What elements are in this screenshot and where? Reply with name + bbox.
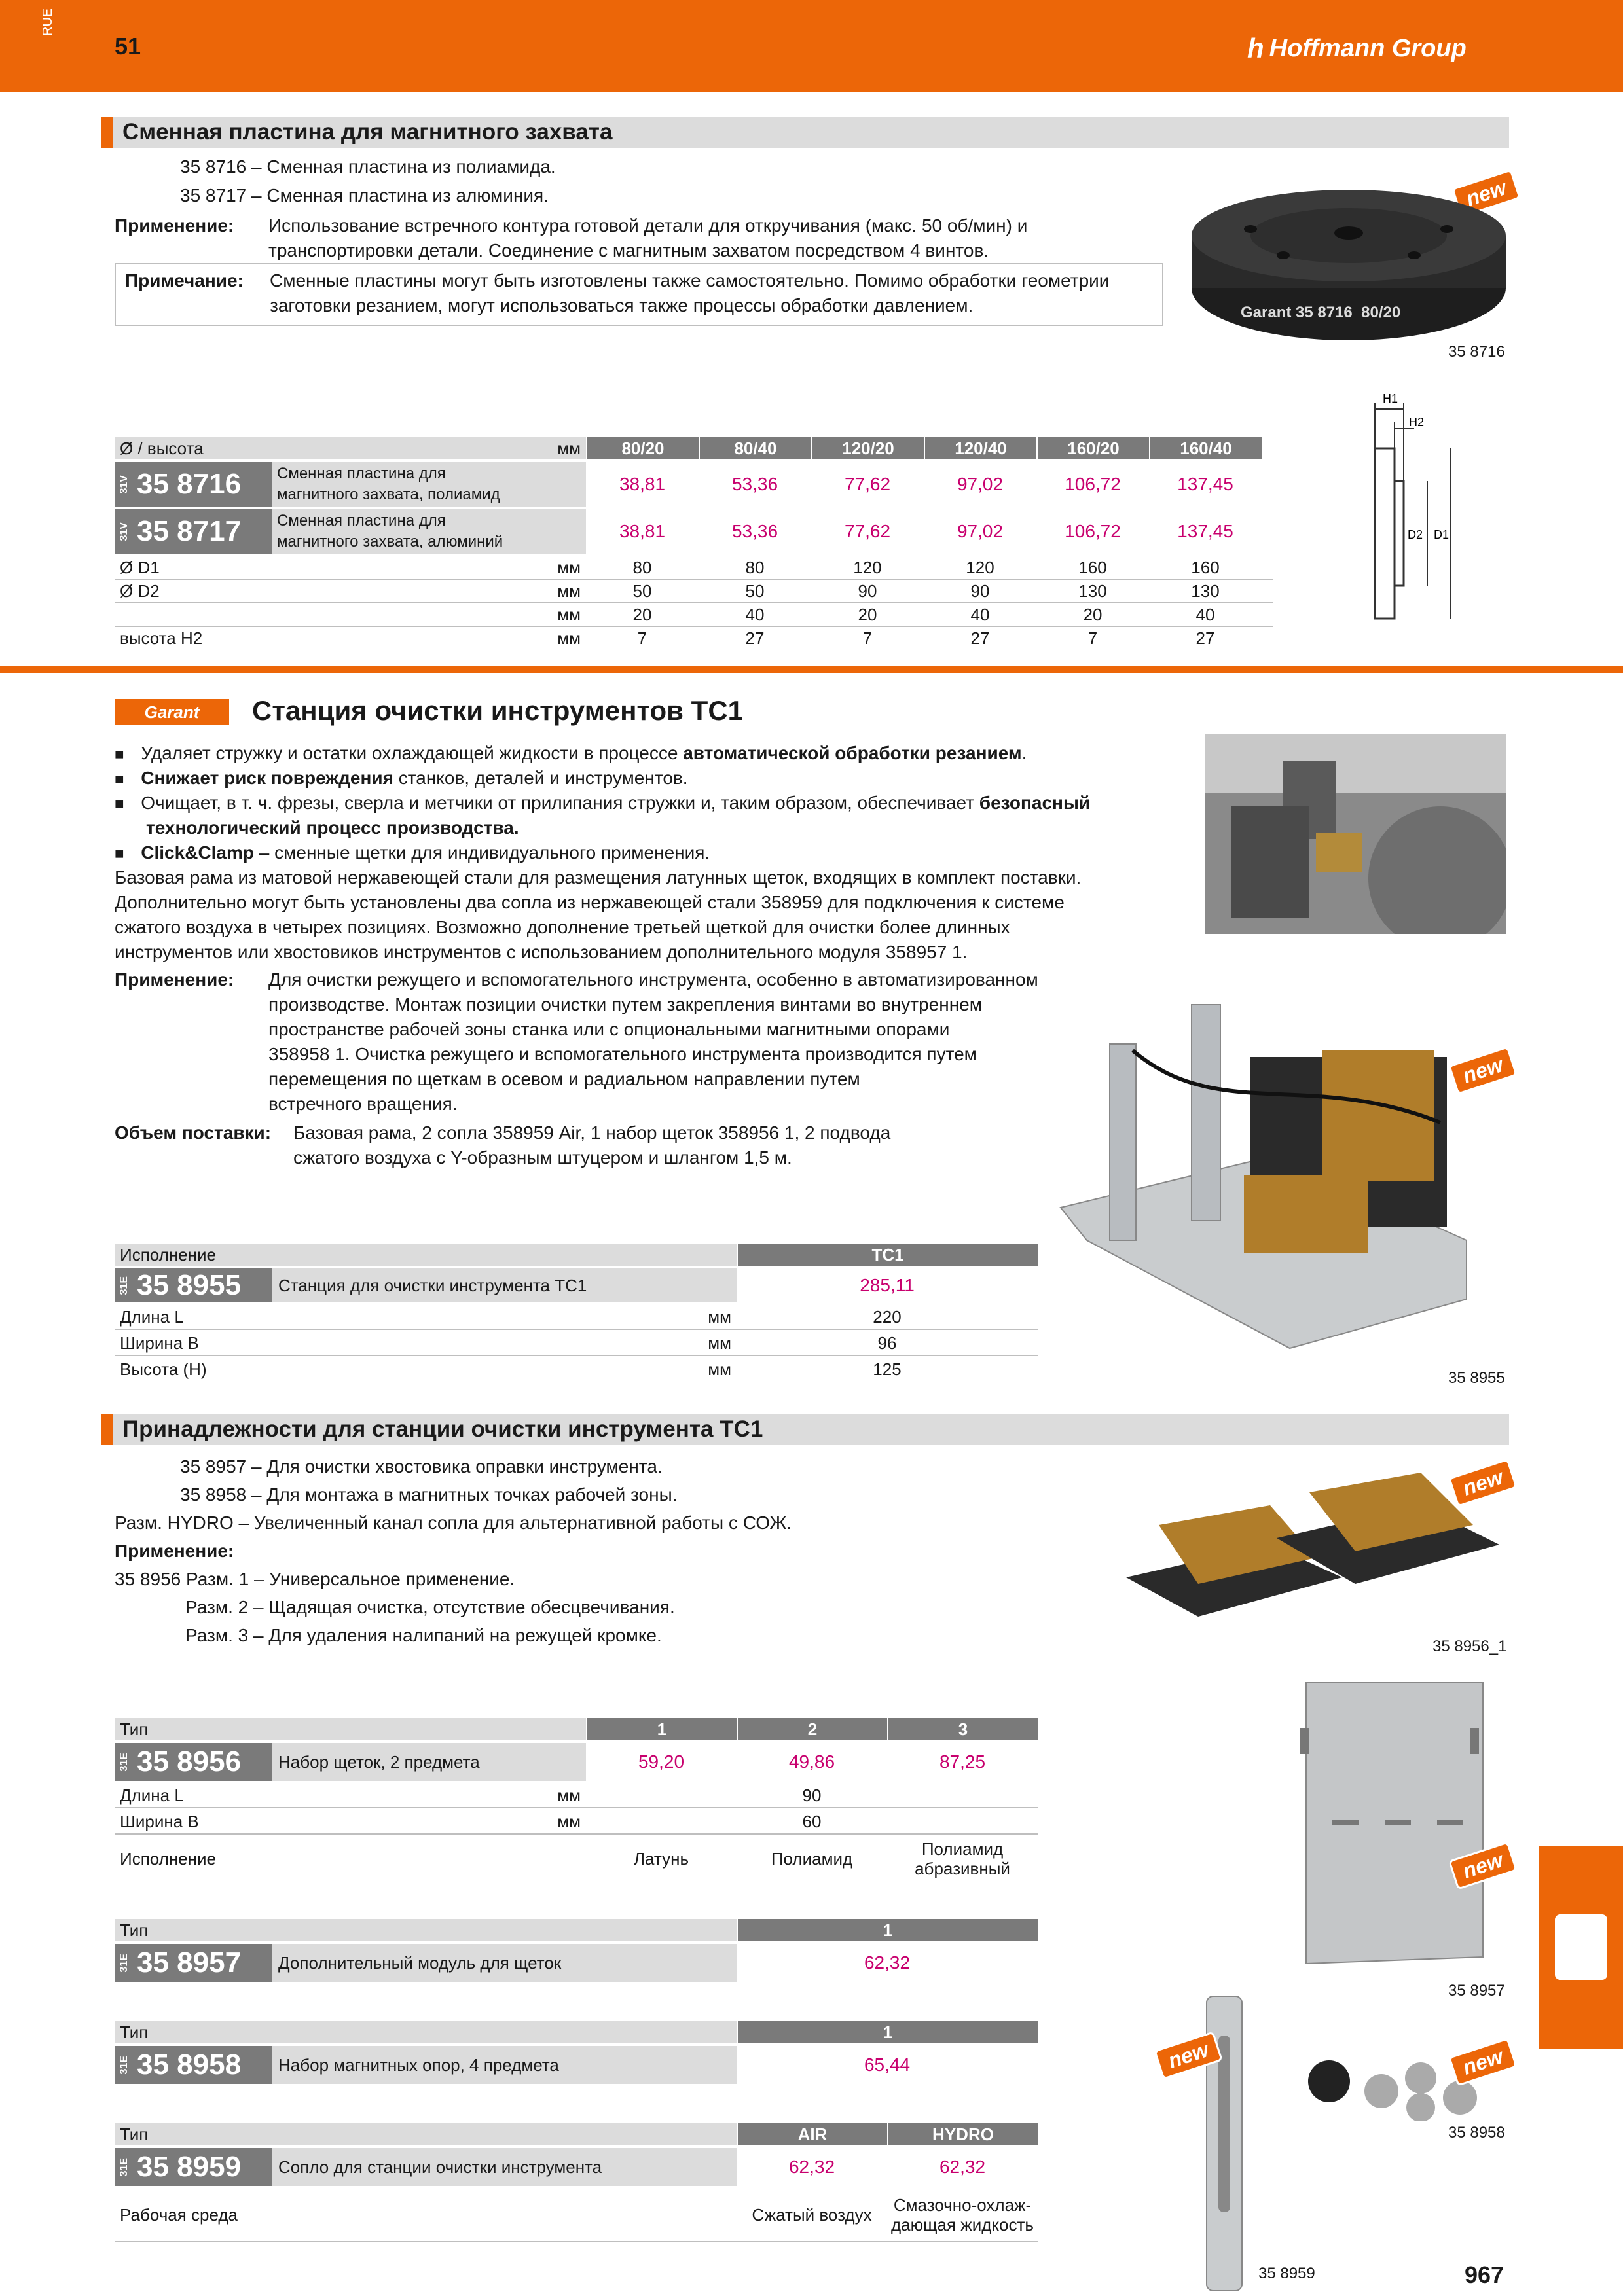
spec-value: 50 — [632, 581, 652, 601]
spec-value: 27 — [970, 628, 990, 648]
spec-label: Ø D2 — [120, 581, 160, 601]
header-label: Ø / высота — [120, 438, 204, 458]
spec-value: 80 — [745, 557, 765, 577]
new-badge: new — [1156, 2034, 1220, 2077]
cleaning-station-photo — [1048, 992, 1480, 1358]
spec-value: 160 — [1191, 557, 1220, 577]
dimension-drawing — [1329, 389, 1499, 632]
price: 106,72 — [1065, 521, 1121, 541]
photo-caption: 35 8959 — [1258, 2265, 1315, 2282]
product-description: Сменная пластина для магнитного захвата, алюминий — [272, 509, 586, 554]
section-heading — [101, 117, 1509, 148]
application-text-2: транспортировки детали. Соединение с магнитным захватом посредством 4 винтов. — [268, 240, 989, 260]
spec-value: 120 — [853, 557, 882, 577]
note-text-1: Сменные пластины могут быть изготовлены также самостоятельно. Помимо обработки геометрии — [270, 270, 1110, 291]
application-label: Применение: — [115, 1541, 234, 1561]
note-box — [115, 263, 1163, 326]
item-line: Разм. HYDRO – Увеличенный канал сопла для альтернативной работы с СОЖ. — [115, 1513, 792, 1533]
product-row[interactable]: 31E 35 8958 Набор магнитных опор, 4 предмета 65,44 — [115, 2046, 1038, 2084]
brush-module-photo — [1286, 1682, 1509, 1973]
product-description: Станция для очистки инструмента TC1 — [272, 1268, 737, 1302]
product-row[interactable]: 31E 35 8957 Дополнительный модуль для щеток 62,32 — [115, 1944, 1038, 1982]
logo-mark: h — [1247, 33, 1263, 63]
item-line: 35 8957 – Для очистки хвостовика оправки инструмента. — [180, 1456, 663, 1477]
col-header: 120/20 — [812, 437, 924, 459]
header-label: Исполнение — [115, 1244, 737, 1266]
spec-value: 7 — [862, 628, 873, 648]
spec-row: Длина L мм 90 — [115, 1784, 1038, 1808]
article-code: 35 8716 — [137, 468, 242, 500]
price: 137,45 — [1177, 474, 1233, 494]
article-number[interactable]: 31E 35 8955 — [115, 1268, 272, 1302]
section-title: Принадлежности для станции очистки инструмента TC1 — [122, 1416, 763, 1442]
item-line — [180, 183, 549, 208]
article-prefix: 31V — [119, 475, 130, 494]
spec-value: 130 — [1078, 581, 1107, 601]
note-text-2: заготовки резанием, могут использоваться также процессы обработки давлением. — [270, 295, 974, 315]
spec-value: 90 — [970, 581, 990, 601]
article-number[interactable]: 31E 35 8956 — [115, 1743, 272, 1781]
photo-caption: 35 8955 — [1448, 1369, 1505, 1387]
svg-text:D1: D1 — [1434, 528, 1450, 541]
price: 137,45 — [1177, 521, 1233, 541]
section-separator — [0, 666, 1623, 673]
product-description: Сменная пластина для магнитного захвата, полиамид — [272, 462, 586, 507]
new-badge: new — [1451, 1461, 1515, 1505]
brush-set-photo — [1120, 1466, 1512, 1662]
col-header: 80/20 — [587, 437, 699, 459]
hoffmann-logo[interactable] — [1247, 33, 1467, 64]
spec-unit: мм — [557, 557, 581, 577]
spec-value: 50 — [745, 581, 765, 601]
spec-value: 7 — [637, 628, 647, 648]
item-text: Сменная пластина из алюминия. — [266, 185, 549, 206]
bullet-item: ■ Удаляет стружку и остатки охлаждающей жидкости в процессе автоматической обработки резанием. — [115, 741, 1027, 767]
spec-unit: мм — [557, 604, 581, 624]
col-header: 120/40 — [925, 437, 1036, 459]
page-number-top: 51 — [115, 33, 141, 60]
product-row[interactable] — [115, 1268, 1038, 1302]
product-row[interactable]: 31E 35 8959 Сопло для станции очистки инструмента 62,32 62,32 — [115, 2148, 1038, 2186]
application-item: Разм. 2 – Щадящая очистка, отсутствие обесцвечивания. — [185, 1597, 675, 1617]
language-code: RUE — [41, 8, 55, 36]
spec-value: 160 — [1078, 557, 1107, 577]
spec-row: Рабочая среда Сжатый воздух Смазочно-охлаж- дающая жидкость — [115, 2189, 1038, 2242]
spec-row: Длина L мм 220 — [115, 1305, 1038, 1330]
price: 285,11 — [860, 1275, 915, 1295]
tool-holder-icon — [1555, 1914, 1607, 1980]
application-text: 358958 1. Очистка режущего и вспомогательного инструмента производится путем — [268, 1044, 977, 1064]
item-code: 35 8716 – — [180, 156, 262, 177]
photo-caption: 35 8716 — [1448, 343, 1505, 361]
delivery-text: сжатого воздуха с Y-образным штуцером и шлангом 1,5 м. — [293, 1147, 792, 1168]
spec-row: Исполнение Латунь Полиамид Полиамид абразивный — [120, 1839, 1010, 1878]
chapter-tab[interactable] — [1539, 1846, 1623, 2049]
spec-value: 120 — [966, 557, 994, 577]
paragraph-line: инструментов или хвостовиков инструментов с использованием дополнительного модуля 358957 1. — [115, 942, 968, 962]
spec-value: 40 — [970, 604, 990, 624]
application-text: пространстве рабочей зоны станка или с опциональными магнитными опорами — [268, 1019, 950, 1039]
spec-value: 90 — [858, 581, 877, 601]
application-label: Применение: — [115, 969, 234, 990]
paragraph-line: сжатого воздуха в четырех позициях. Возможно дополнение третьей щеткой для очистки более длинных — [115, 917, 1010, 937]
section-title: Станция очистки инструментов TC1 — [252, 695, 744, 726]
item-code: 35 8717 – — [180, 185, 262, 206]
spec-row — [115, 556, 1273, 580]
price: 38,81 — [619, 521, 666, 541]
section-heading — [101, 1414, 1509, 1445]
application-text: перемещения по щеткам в осевом и радиальном направлении путем — [268, 1069, 860, 1089]
col-header: 160/40 — [1150, 437, 1262, 459]
spec-unit: мм — [557, 628, 581, 648]
section-title: Сменная пластина для магнитного захвата — [122, 119, 613, 145]
header-unit: мм — [557, 438, 581, 458]
photo-caption: 35 8958 — [1448, 2124, 1505, 2142]
spec-row — [115, 603, 1273, 627]
note-label: Примечание: — [125, 270, 244, 291]
spec-value: 27 — [745, 628, 765, 648]
spec-row — [115, 580, 1273, 603]
bullet-item: ■ Снижает риск повреждения станков, деталей и инструментов. — [115, 766, 688, 792]
svg-text:H1: H1 — [1383, 392, 1398, 405]
article-number[interactable] — [115, 509, 272, 554]
photo-label: Garant 35 8716_80/20 — [1241, 304, 1401, 321]
article-prefix: 31V — [119, 522, 130, 541]
spec-value: 7 — [1087, 628, 1098, 648]
price: 97,02 — [957, 521, 1004, 541]
paragraph-line: Дополнительно могут быть установлены два сопла из нержавеющей стали 358959 для подключения к системе — [115, 892, 1065, 912]
delivery-label: Объем поставки: — [115, 1122, 272, 1143]
article-number[interactable]: 31E 35 8959 — [115, 2148, 272, 2186]
spec-row: Ширина B мм 60 — [115, 1810, 1038, 1835]
price: 77,62 — [844, 474, 891, 494]
spec-value: 27 — [1195, 628, 1215, 648]
item-text: Сменная пластина из полиамида. — [266, 156, 556, 177]
spec-value: 20 — [1083, 604, 1103, 624]
table-header-row — [115, 437, 1273, 459]
col-header: TC1 — [738, 1244, 1038, 1266]
bullet-continuation: технологический процесс производства. — [146, 817, 519, 838]
machine-photo — [1205, 734, 1506, 934]
new-badge: new — [1454, 171, 1518, 215]
article-number[interactable]: 31E 35 8958 — [115, 2046, 272, 2084]
new-badge: new — [1451, 2040, 1515, 2084]
price: 97,02 — [957, 474, 1004, 494]
item-line: 35 8958 – Для монтажа в магнитных точках рабочей зоны. — [180, 1484, 678, 1505]
product-row[interactable]: 31E 35 8956 Набор щеток, 2 предмета 59,20 49,86 87,25 — [115, 1743, 1038, 1781]
spec-row — [115, 627, 1273, 649]
spec-value: 130 — [1191, 581, 1220, 601]
new-badge: new — [1451, 1049, 1515, 1092]
article-code: 35 8717 — [137, 515, 242, 547]
bullet-item: ■ Click&Clamp – сменные щетки для индивидуального применения. — [115, 840, 710, 867]
article-number[interactable]: 31E 35 8957 — [115, 1944, 272, 1982]
application-item: Разм. 3 – Для удаления налипаний на режущей кромке. — [185, 1625, 662, 1645]
spec-row: Ширина B мм 96 — [115, 1331, 1038, 1356]
price: 53,36 — [731, 521, 778, 541]
application-text-1: Использование встречного контура готовой детали для откручивания (макс. 50 об/мин) и — [268, 215, 1028, 236]
page-number-bottom: 967 — [1465, 2261, 1504, 2288]
svg-text:H2: H2 — [1409, 416, 1425, 429]
spec-value: 40 — [745, 604, 765, 624]
col-header: 160/20 — [1038, 437, 1149, 459]
price: 106,72 — [1065, 474, 1121, 494]
svg-text:D2: D2 — [1408, 528, 1423, 541]
price: 38,81 — [619, 474, 666, 494]
product-row[interactable] — [115, 462, 1273, 507]
application-text: встречного вращения. — [268, 1094, 458, 1114]
price: 53,36 — [731, 474, 778, 494]
logo-text: Hoffmann Group — [1269, 34, 1467, 62]
bullet-item: ■ Очищает, в т. ч. фрезы, сверла и метчики от прилипания стружки и, таким образом, обеспечивает безопасный — [115, 791, 1090, 817]
item-line — [180, 154, 556, 179]
col-header: 80/40 — [700, 437, 811, 459]
application-label: Применение: — [115, 215, 234, 236]
delivery-text: Базовая рама, 2 сопла 358959 Air, 1 набор щеток 358956 1, 2 подвода — [293, 1122, 891, 1143]
spec-value: 20 — [858, 604, 877, 624]
spec-row: Высота (H) мм 125 — [120, 1359, 902, 1379]
spec-label: Ø D1 — [120, 557, 160, 577]
paragraph-line: Базовая рама из матовой нержавеющей стали для размещения латунных щеток, входящих в комплект поставки. — [115, 867, 1082, 888]
garant-logo[interactable]: Garant — [115, 699, 229, 725]
article-number[interactable] — [115, 462, 272, 507]
application-text: производстве. Монтаж позиции очистки путем закрепления винтами во внутреннем — [268, 994, 982, 1014]
application-text: Для очистки режущего и вспомогательного инструмента, особенно в автоматизированном — [268, 969, 1038, 990]
photo-caption: 35 8957 — [1448, 1982, 1505, 2000]
spec-value: 20 — [632, 604, 652, 624]
application-item: 35 8956 Разм. 1 – Универсальное применение. — [115, 1569, 515, 1589]
photo-caption: 35 8956_1 — [1432, 1638, 1507, 1655]
new-badge: new — [1451, 1844, 1515, 1888]
spec-unit: мм — [557, 581, 581, 601]
spec-value: 40 — [1195, 604, 1215, 624]
spec-value: 80 — [632, 557, 652, 577]
replacement-plate-photo — [1178, 190, 1519, 347]
price: 77,62 — [844, 521, 891, 541]
product-row[interactable] — [115, 509, 1273, 554]
spec-label: высота H2 — [120, 628, 203, 648]
